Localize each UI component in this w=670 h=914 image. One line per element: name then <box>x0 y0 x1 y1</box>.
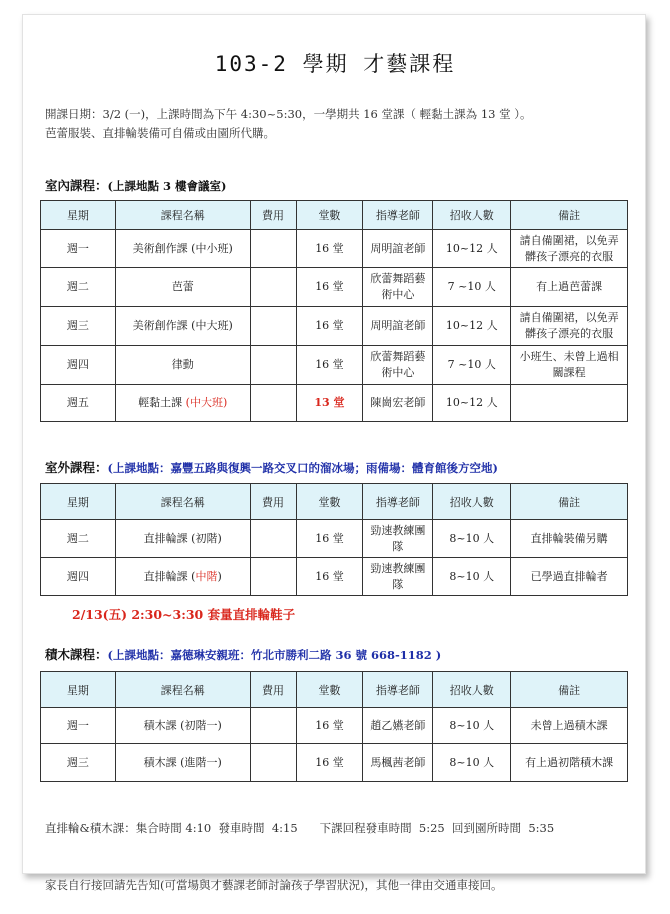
cell-name: 美術創作課 (中大班) <box>115 307 250 346</box>
header-teacher: 指導老師 <box>363 201 433 230</box>
blocks-location: (上課地點：嘉德琳安親班：竹北市勝利二路 36 號 668-1182 ) <box>107 648 442 662</box>
course-level-highlight: (中大班) <box>185 396 228 409</box>
cell-day: 週二 <box>41 520 116 558</box>
cell-enroll: 8~10 人 <box>433 558 511 596</box>
cell-note: 有上過初階積木課 <box>511 744 628 782</box>
cell-fee <box>250 385 296 422</box>
cell-fee <box>250 268 296 307</box>
table-header-row <box>41 672 628 708</box>
table-header-row <box>41 484 628 520</box>
cell-day: 週四 <box>41 346 116 385</box>
cell-count: 16 堂 <box>296 520 363 558</box>
header-enroll: 招收人數 <box>433 201 511 230</box>
cell-enroll: 10~12 人 <box>433 385 511 422</box>
cell-note: 請自備圍裙，以免弄髒孩子漂亮的衣服 <box>511 307 628 346</box>
course-name-text: 輕黏土課 <box>138 396 186 409</box>
intro-line-2: 芭蕾服裝、直排輪裝備可自備或由園所代購。 <box>45 126 275 140</box>
header-note: 備註 <box>511 201 628 230</box>
header-count: 堂數 <box>296 201 363 230</box>
header-enroll: 招收人數 <box>433 484 511 520</box>
cell-note: 未曾上過積木課 <box>511 708 628 744</box>
header-count: 堂數 <box>296 672 363 708</box>
cell-name: 芭蕾 <box>115 268 250 307</box>
cell-teacher: 欣蕾舞蹈藝術中心 <box>363 268 433 307</box>
intro-line-1: 開課日期：3/2 (一)，上課時間為下午 4:30~5:30，一學期共 16 堂課（ 輕黏土課為 13 堂 ）。 <box>45 107 532 121</box>
cell-enroll: 7 ~10 人 <box>433 268 511 307</box>
blocks-table <box>40 671 628 782</box>
course-name-text: 直排輪課 ( <box>143 569 196 583</box>
footer-line-1: 直排輪&積木課：集合時間 4:10 發車時間 4:15 下課回程發車時間 5:25 回到園所時間 5:35 <box>45 821 555 835</box>
header-count: 堂數 <box>296 484 363 520</box>
header-day: 星期 <box>41 201 116 230</box>
cell-count: 16 堂 <box>296 307 363 346</box>
table-row <box>41 708 628 744</box>
table-row <box>41 307 628 346</box>
header-fee: 費用 <box>250 672 296 708</box>
cell-enroll: 7 ~10 人 <box>433 346 511 385</box>
measurement-notice: 2/13(五) 2:30~3:30 套量直排輪鞋子 <box>72 607 296 622</box>
cell-teacher: 馬楓茜老師 <box>363 744 433 782</box>
cell-note: 已學過直排輪者 <box>511 558 628 596</box>
outdoor-section-title <box>45 458 498 476</box>
cell-fee <box>250 744 296 782</box>
cell-day: 週四 <box>41 558 116 596</box>
cell-note: 請自備圍裙，以免弄髒孩子漂亮的衣服 <box>511 230 628 268</box>
cell-day: 週一 <box>41 708 116 744</box>
cell-count: 13 堂 <box>296 385 363 422</box>
cell-fee <box>250 307 296 346</box>
indoor-title: 室內課程： <box>45 178 108 193</box>
blocks-title: 積木課程： <box>45 647 108 662</box>
cell-note: 小班生、未曾上過相關課程 <box>511 346 628 385</box>
header-note: 備註 <box>511 672 628 708</box>
header-fee: 費用 <box>250 484 296 520</box>
cell-count: 16 堂 <box>296 346 363 385</box>
cell-enroll: 8~10 人 <box>433 708 511 744</box>
header-enroll: 招收人數 <box>433 672 511 708</box>
cell-count: 16 堂 <box>296 268 363 307</box>
cell-enroll: 8~10 人 <box>433 744 511 782</box>
table-row <box>41 520 628 558</box>
cell-name <box>115 385 250 422</box>
table-row <box>41 385 628 422</box>
cell-teacher: 趙乙嬿老師 <box>363 708 433 744</box>
cell-day: 週三 <box>41 307 116 346</box>
table-header-row <box>41 201 628 230</box>
outdoor-table <box>40 483 628 596</box>
cell-count: 16 堂 <box>296 558 363 596</box>
cell-note <box>511 385 628 422</box>
indoor-location: (上課地點 3 樓會議室) <box>107 179 227 193</box>
cell-fee <box>250 230 296 268</box>
cell-enroll: 8~10 人 <box>433 520 511 558</box>
cell-teacher: 欣蕾舞蹈藝術中心 <box>363 346 433 385</box>
footer-line-2: 家長自行接回請先告知(可當場與才藝課老師討論孩子學習狀況)，其他一律由交通車接回。 <box>45 878 503 892</box>
intro-text <box>45 105 605 143</box>
header-name: 課程名稱 <box>115 672 250 708</box>
course-level-highlight: 中階 <box>195 569 218 583</box>
header-teacher: 指導老師 <box>363 672 433 708</box>
cell-teacher: 勁速教練團隊 <box>363 558 433 596</box>
cell-name: 直排輪課 (初階) <box>115 520 250 558</box>
cell-fee <box>250 558 296 596</box>
table-row <box>41 268 628 307</box>
header-note: 備註 <box>511 484 628 520</box>
header-name: 課程名稱 <box>115 484 250 520</box>
cell-note: 直排輪裝備另購 <box>511 520 628 558</box>
table-row <box>41 346 628 385</box>
header-teacher: 指導老師 <box>363 484 433 520</box>
cell-teacher: 周明誼老師 <box>363 307 433 346</box>
indoor-table <box>40 200 628 422</box>
cell-teacher: 勁速教練團隊 <box>363 520 433 558</box>
cell-count: 16 堂 <box>296 708 363 744</box>
cell-day: 週三 <box>41 744 116 782</box>
header-fee: 費用 <box>250 201 296 230</box>
cell-name: 美術創作課 (中小班) <box>115 230 250 268</box>
header-day: 星期 <box>41 484 116 520</box>
cell-name: 律動 <box>115 346 250 385</box>
cell-note: 有上過芭蕾課 <box>511 268 628 307</box>
cell-enroll: 10~12 人 <box>433 307 511 346</box>
cell-enroll: 10~12 人 <box>433 230 511 268</box>
page-title: 103-2 學期 才藝課程 <box>214 52 456 76</box>
cell-name: 積木課 (進階一) <box>115 744 250 782</box>
blocks-section-title <box>45 645 441 663</box>
indoor-section-title <box>45 176 226 194</box>
cell-day: 週五 <box>41 385 116 422</box>
cell-fee <box>250 346 296 385</box>
cell-teacher: 陳崗宏老師 <box>363 385 433 422</box>
cell-count: 16 堂 <box>296 744 363 782</box>
footer-notes <box>45 781 554 914</box>
cell-name <box>115 558 250 596</box>
table-row <box>41 558 628 596</box>
outdoor-location: (上課地點：嘉豐五路與復興一路交叉口的溜冰場；雨備場：體育館後方空地) <box>107 461 498 475</box>
cell-day: 週一 <box>41 230 116 268</box>
header-name: 課程名稱 <box>115 201 250 230</box>
course-name-tail: ) <box>217 569 222 583</box>
cell-teacher: 周明誼老師 <box>363 230 433 268</box>
cell-name: 積木課 (初階一) <box>115 708 250 744</box>
cell-fee <box>250 520 296 558</box>
table-row <box>41 744 628 782</box>
cell-count: 16 堂 <box>296 230 363 268</box>
outdoor-title: 室外課程： <box>45 460 108 475</box>
cell-day: 週二 <box>41 268 116 307</box>
cell-fee <box>250 708 296 744</box>
header-day: 星期 <box>41 672 116 708</box>
table-row <box>41 230 628 268</box>
